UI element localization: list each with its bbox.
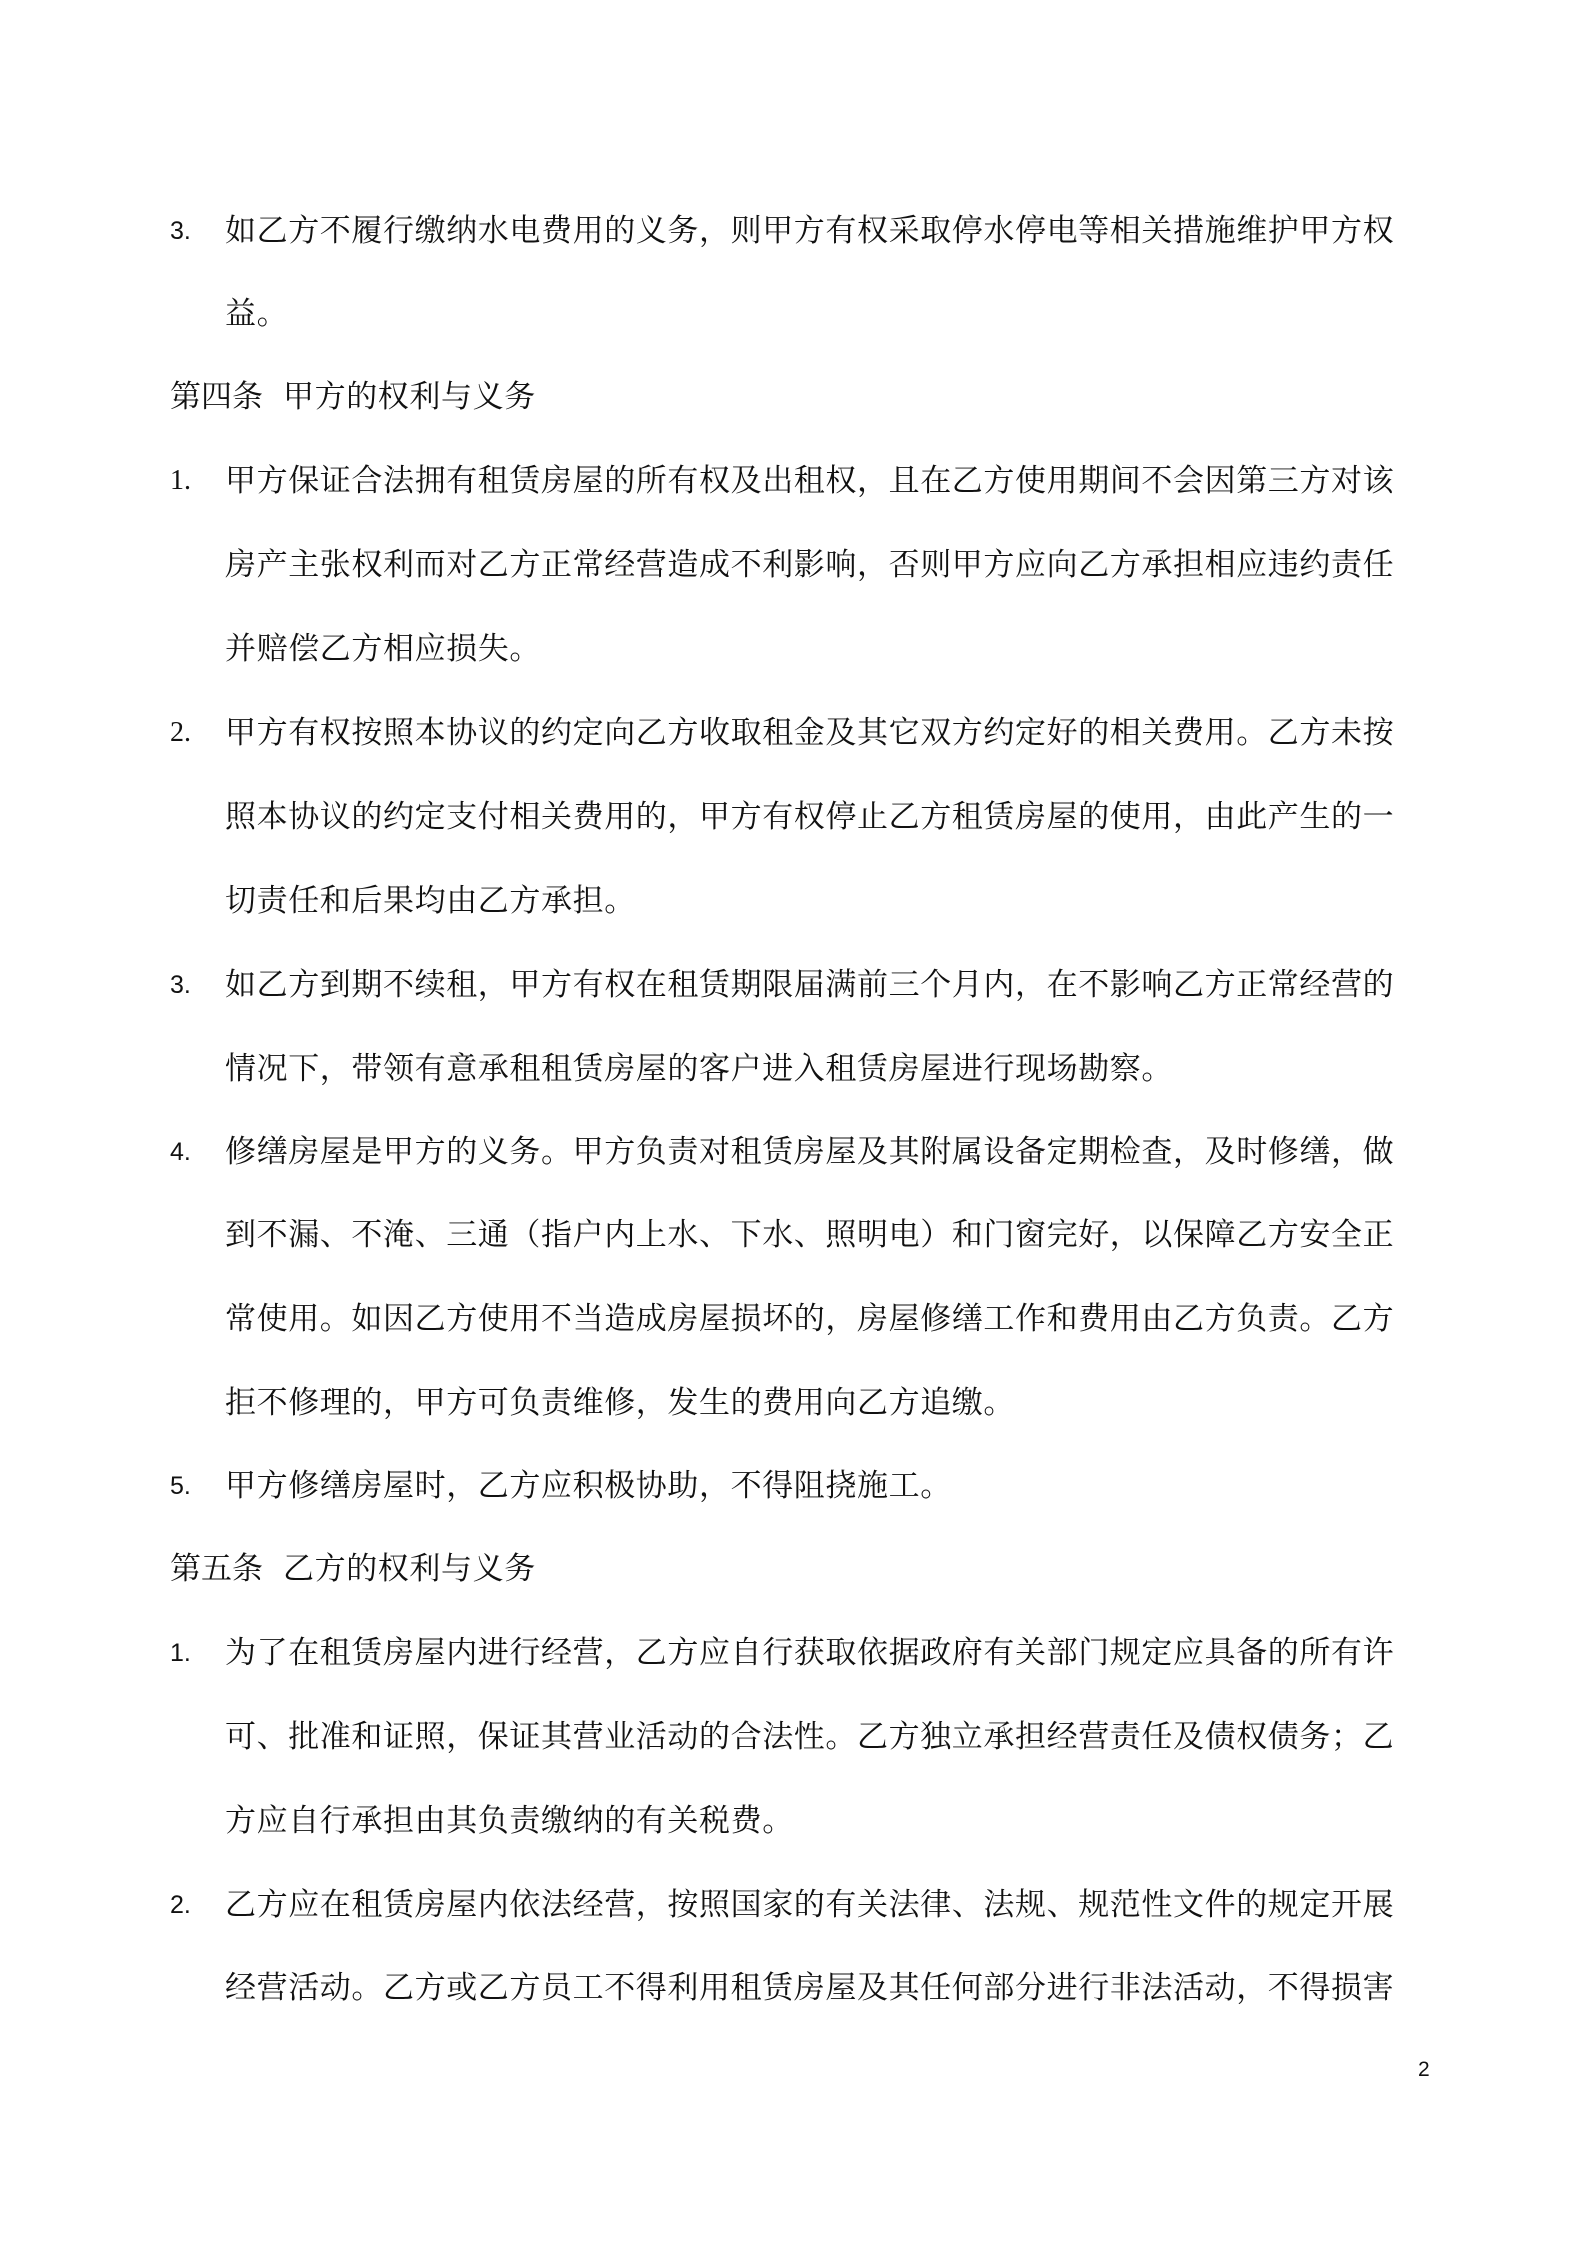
item-number: 2.: [170, 717, 191, 748]
article-title: 甲方的权利与义务: [283, 379, 536, 415]
item-text-line: 到不漏、不淹、三通（指户内上水、下水、照明电）和门窗完好，以保障乙方安全正: [225, 1217, 1395, 1253]
item-text-line: 并赔偿乙方相应损失。: [225, 631, 541, 667]
item-text-line: 为了在租赁房屋内进行经营，乙方应自行获取依据政府有关部门规定应具备的所有许: [225, 1635, 1395, 1671]
item-text-line: 切责任和后果均由乙方承担。: [225, 883, 636, 919]
item-number: 2.: [170, 1891, 191, 1919]
item-text-line: 修缮房屋是甲方的义务。甲方负责对租赁房屋及其附属设备定期检查，及时修缮，做: [225, 1134, 1395, 1170]
item-number: 1.: [170, 465, 191, 496]
item-text-line: 常使用。如因乙方使用不当造成房屋损坏的，房屋修缮工作和费用由乙方负责。乙方: [225, 1301, 1395, 1337]
item-number: 1.: [170, 1639, 191, 1667]
item-text-line: 方应自行承担由其负责缴纳的有关税费。: [225, 1803, 794, 1839]
article-title: 乙方的权利与义务: [283, 1551, 536, 1587]
article-label: 第四条: [170, 379, 263, 415]
item-text-line: 甲方修缮房屋时，乙方应积极协助，不得阻挠施工。: [225, 1468, 952, 1504]
item-text-line: 照本协议的约定支付相关费用的，甲方有权停止乙方租赁房屋的使用，由此产生的一: [225, 799, 1395, 835]
item-text-line: 可、批准和证照，保证其营业活动的合法性。乙方独立承担经营责任及债权债务；乙: [225, 1719, 1395, 1755]
item-text-line: 如乙方到期不续租，甲方有权在租赁期限届满前三个月内，在不影响乙方正常经营的: [225, 967, 1395, 1003]
item-text-line: 乙方应在租赁房屋内依法经营，按照国家的有关法律、法规、规范性文件的规定开展: [225, 1887, 1395, 1923]
item-text-line: 拒不修理的，甲方可负责维修，发生的费用向乙方追缴。: [225, 1385, 1015, 1421]
item-text-line: 如乙方不履行缴纳水电费用的义务，则甲方有权采取停水停电等相关措施维护甲方权: [225, 213, 1395, 249]
item-text-line: 房产主张权利而对乙方正常经营造成不利影响，否则甲方应向乙方承担相应违约责任: [225, 547, 1395, 583]
article-label: 第五条: [170, 1551, 263, 1587]
item-number: 3.: [170, 217, 191, 245]
item-number: 3.: [170, 971, 191, 999]
item-text-line: 甲方有权按照本协议的约定向乙方收取租金及其它双方约定好的相关费用。乙方未按: [225, 715, 1395, 751]
item-number: 4.: [170, 1138, 191, 1166]
item-text-line: 情况下，带领有意承租租赁房屋的客户进入租赁房屋进行现场勘察。: [225, 1051, 1173, 1087]
item-text-line: 甲方保证合法拥有租赁房屋的所有权及出租权，且在乙方使用期间不会因第三方对该: [225, 463, 1395, 499]
page-number: 2: [1418, 2058, 1430, 2081]
item-number: 5.: [170, 1472, 191, 1500]
item-text-line: 经营活动。乙方或乙方员工不得利用租赁房屋及其任何部分进行非法活动，不得损害: [225, 1970, 1395, 2006]
item-text-line: 益。: [225, 296, 289, 332]
